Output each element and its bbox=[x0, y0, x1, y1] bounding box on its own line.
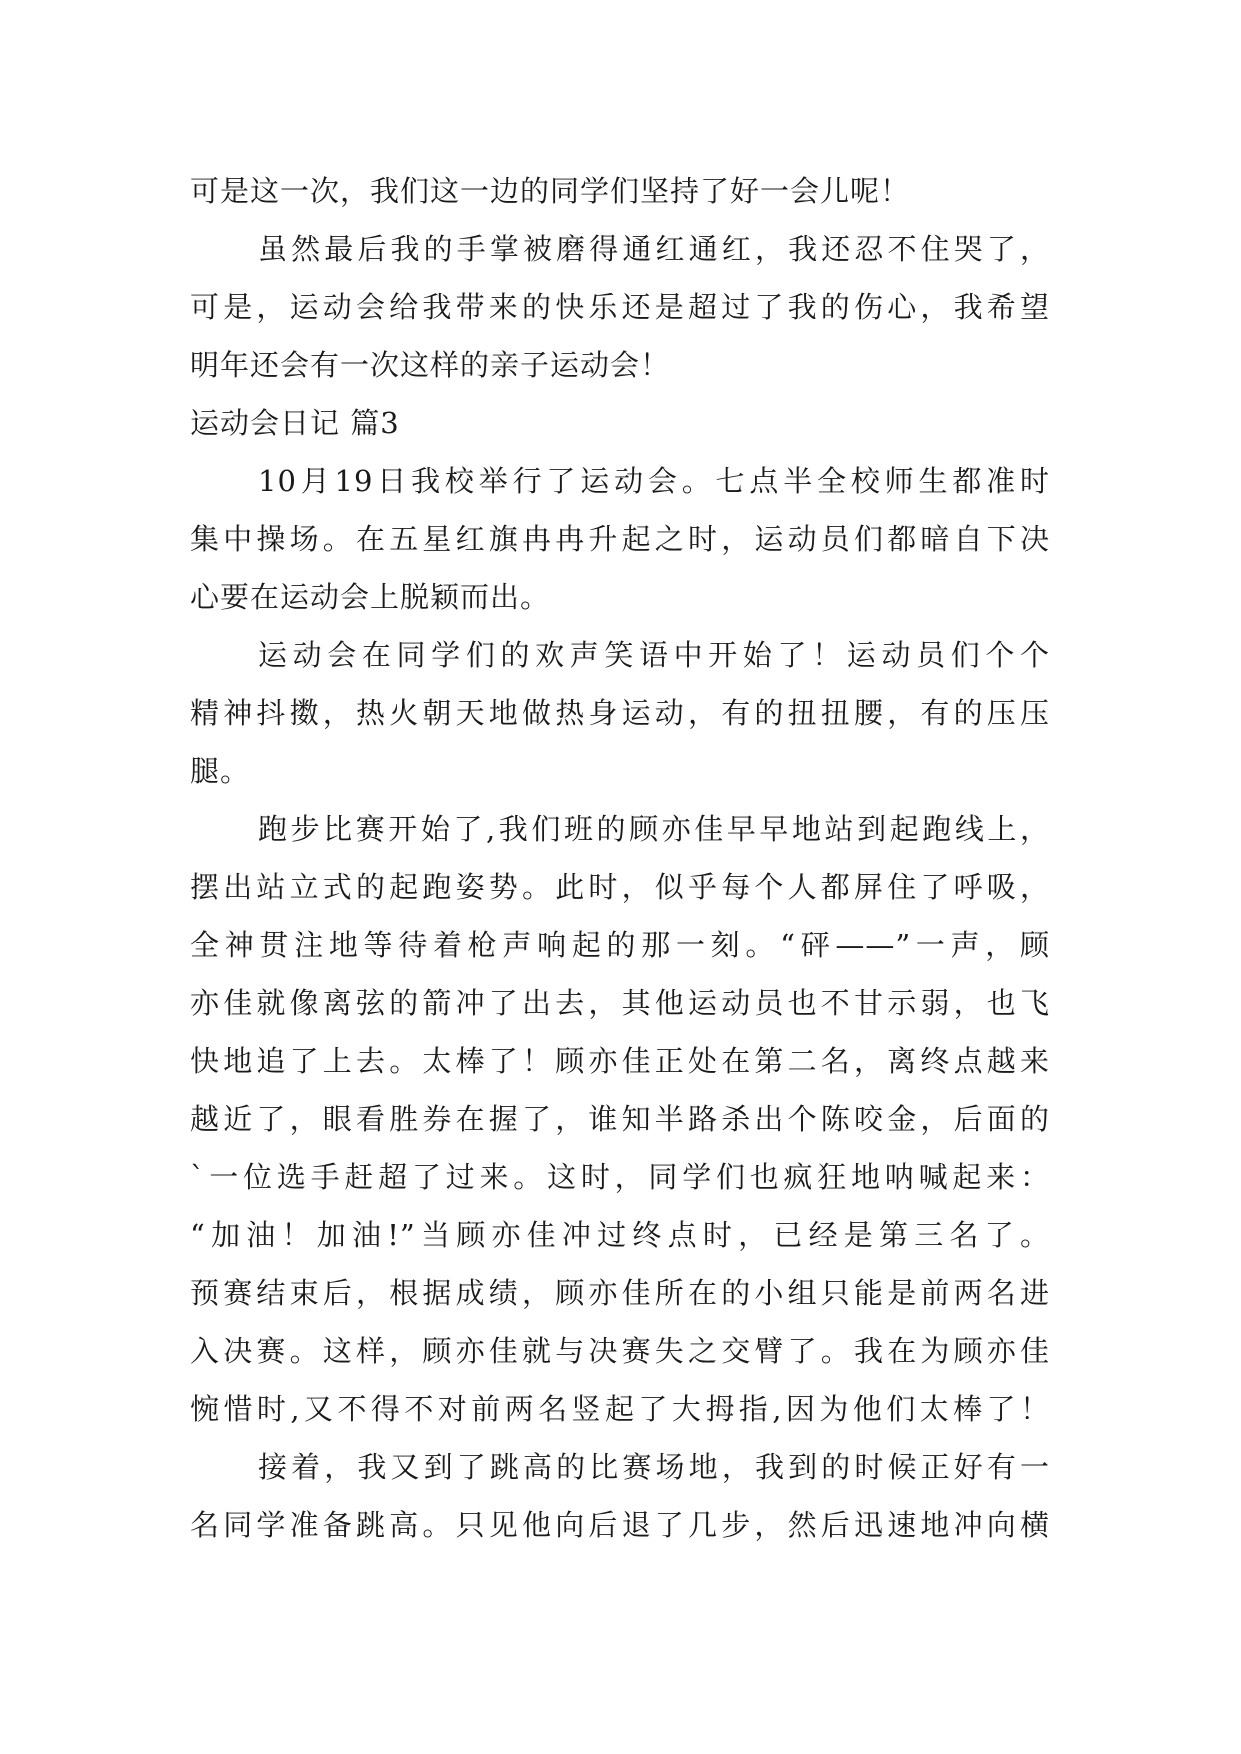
text-line: 虽然最后我的手掌被磨得通红通红，我还忍不住哭了， bbox=[258, 232, 1050, 266]
text-line: 可是，运动会给我带来的快乐还是超过了我的伤心，我希望 bbox=[190, 290, 1050, 324]
text-line: 明年还会有一次这样的亲子运动会！ bbox=[190, 348, 671, 382]
text-line: 运动会在同学们的欢声笑语中开始了！运动员们个个 bbox=[258, 638, 1050, 672]
text-line: `一位选手赶超了过来。这时，同学们也疯狂地呐喊起来： bbox=[190, 1160, 1050, 1194]
text-line: 心要在运动会上脱颖而出。 bbox=[190, 580, 551, 614]
text-line: 精神抖擞，热火朝天地做热身运动，有的扭扭腰，有的压压 bbox=[190, 696, 1050, 730]
text-line: 集中操场。在五星红旗冉冉升起之时，运动员们都暗自下决 bbox=[190, 522, 1050, 556]
text-line: 预赛结束后，根据成绩，顾亦佳所在的小组只能是前两名进 bbox=[190, 1276, 1050, 1310]
text-line: 名同学准备跳高。只见他向后退了几步，然后迅速地冲向横 bbox=[190, 1508, 1050, 1542]
text-line: 10月19日我校举行了运动会。七点半全校师生都准时 bbox=[258, 464, 1050, 498]
text-line: 入决赛。这样，顾亦佳就与决赛失之交臂了。我在为顾亦佳 bbox=[190, 1334, 1050, 1368]
text-line: 快地追了上去。太棒了！顾亦佳正处在第二名，离终点越来 bbox=[190, 1044, 1050, 1078]
section-heading: 运动会日记 篇3 bbox=[190, 406, 400, 440]
text-line: 跑步比赛开始了,我们班的顾亦佳早早地站到起跑线上， bbox=[258, 812, 1050, 846]
text-line: 接着，我又到了跳高的比赛场地，我到的时候正好有一 bbox=[258, 1450, 1050, 1484]
text-line: 可是这一次，我们这一边的同学们坚持了好一会儿呢！ bbox=[190, 174, 911, 208]
document-body bbox=[190, 162, 1050, 1554]
text-line: 越近了，眼看胜券在握了，谁知半路杀出个陈咬金，后面的 bbox=[190, 1102, 1050, 1136]
text-line: 腿。 bbox=[190, 754, 251, 788]
text-line: “加油！加油!”当顾亦佳冲过终点时，已经是第三名了。 bbox=[190, 1218, 1050, 1252]
text-line: 惋惜时,又不得不对前两名竖起了大拇指,因为他们太棒了！ bbox=[190, 1392, 1050, 1426]
text-line: 亦佳就像离弦的箭冲了出去，其他运动员也不甘示弱，也飞 bbox=[190, 986, 1050, 1020]
text-line: 摆出站立式的起跑姿势。此时，似乎每个人都屏住了呼吸， bbox=[190, 870, 1050, 904]
text-line: 全神贯注地等待着枪声响起的那一刻。“砰——”一声，顾 bbox=[190, 928, 1050, 962]
